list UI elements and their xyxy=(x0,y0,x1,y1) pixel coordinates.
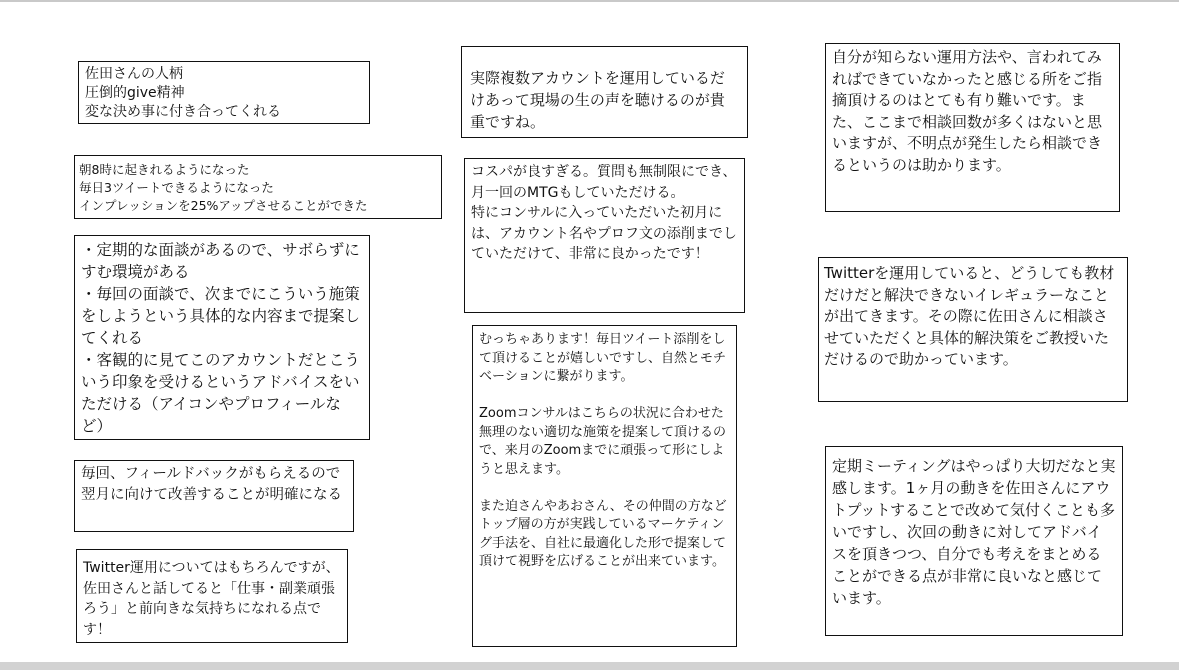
feedback-card-11: 定期ミーティングはやっぱり大切だなと実感します。1ヶ月の動きを佐田さんにアウトプットすることで改めて気付くことも多いですし、次回の動きに対してアドバイスを頂きつつ、自分でも考えをまとめることができる点が非常に良いなと感じています。 xyxy=(825,446,1123,636)
feedback-card-5: Twitter運用についてはもちろんですが、佐田さんと話してると「仕事・副業頑張ろう」と前向きな気持ちになれる点です！ xyxy=(76,549,348,643)
feedback-card-7: コスパが良すぎる。質問も無制限にでき、月一回のMTGもしていただける。 特にコンサルに入っていただいた初月には、アカウント名やプロフ文の添削までしていただけて、非常に良かったです！ xyxy=(464,158,745,313)
bottom-border xyxy=(0,662,1179,670)
feedback-card-1: 佐田さんの人柄 圧倒的give精神 変な決め事に付き合ってくれる xyxy=(78,61,370,124)
feedback-card-6: 実際複数アカウントを運用しているだけあって現場の生の声を聴けるのが貴重ですね。 xyxy=(461,46,748,138)
top-border xyxy=(0,0,1179,2)
feedback-card-9: 自分が知らない運用方法や、言われてみればできていなかったと感じる所をご指摘頂けるのはとても有り難いです。また、ここまで相談回数が多くはないと思いますが、不明点が発生したら相談できるというのは助かります。 xyxy=(825,43,1120,212)
feedback-card-10: Twitterを運用していると、どうしても教材だけだと解決できないイレギュラーなことが出てきます。その際に佐田さんに相談させていただくと具体的解決策をご教授いただけるので助かっています。 xyxy=(818,257,1128,402)
feedback-card-4: 毎回、フィールドバックがもらえるので翌月に向けて改善することが明確になる xyxy=(74,460,354,532)
feedback-card-2: 朝8時に起きれるようになった 毎日3ツイートできるようになった インプレッションを25%アップさせることができた xyxy=(74,155,442,219)
feedback-card-8: むっちゃあります！毎日ツイート添削をして頂けることが嬉しいですし、自然とモチベーションに繋がります。 Zoomコンサルはこちらの状況に合わせた無理のない適切な施策を提案して頂けるので、来月のZoomまでに頑張って形にしようと思えます。 また迫さんやあおさん、その仲間の方などトップ層の方が実践しているマーケティング手法を、自社に最適化した形で提案して頂けて視野を広げることが出来ています。 xyxy=(472,325,737,647)
feedback-card-3: ・定期的な面談があるので、サボらずにすむ環境がある ・毎回の面談で、次までにこういう施策をしようという具体的な内容まで提案してくれる ・客観的に見てこのアカウントだとこういう印象を受けるというアドバイスをいただける（アイコンやプロフィールなど） xyxy=(74,235,370,440)
